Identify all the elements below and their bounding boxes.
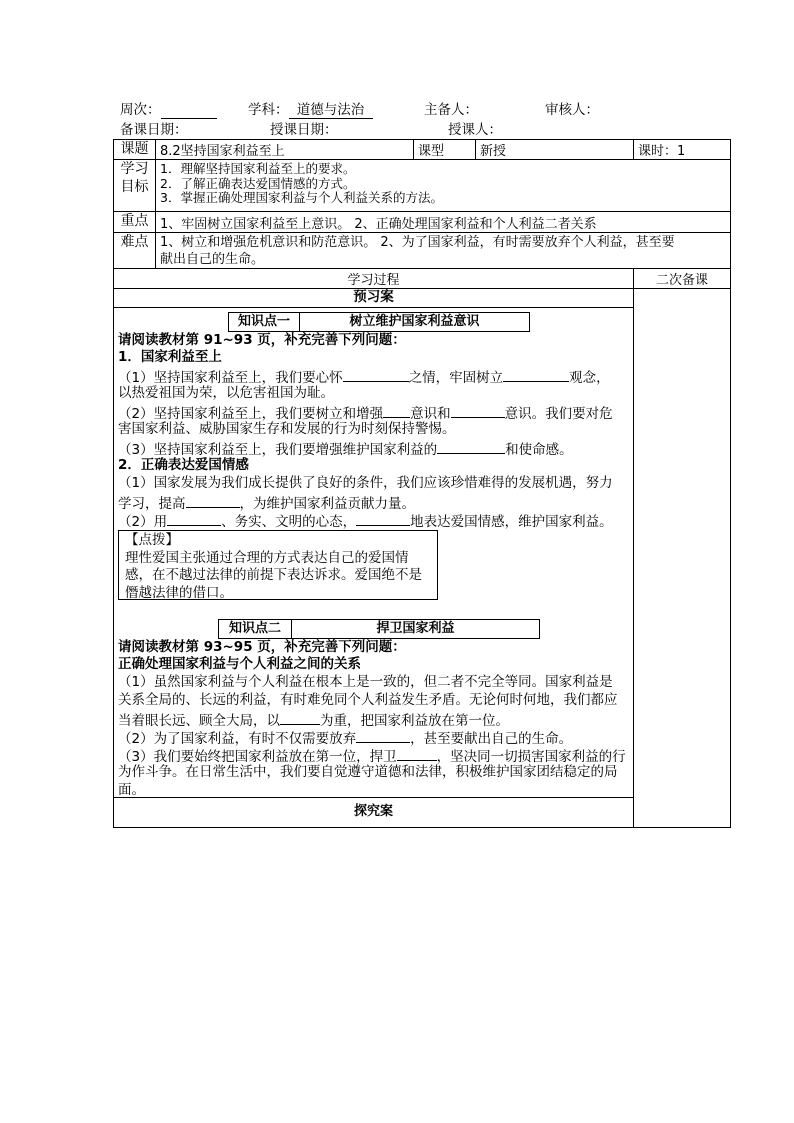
week-blank (161, 103, 217, 119)
preview-title: 预习案 (353, 289, 394, 305)
subject-value: 道德与法治 (289, 103, 373, 119)
paragraph: 害国家利益、威胁国家生存和发展的行为时刻保持警惕。 (118, 421, 456, 437)
subject-field (248, 98, 373, 119)
class-hours: 课时：1 (634, 140, 731, 160)
paragraph: 学习，提高 ，为维护国家利益贡献力量。 (118, 493, 629, 514)
paragraph: （1）国家发展为我们成长提供了良好的条件，我们应该珍惜难得的发展机遇，努力 (118, 475, 613, 491)
goal-item: 2．了解正确表达爱国情感的方式。 (160, 175, 356, 191)
paragraph: （2）用 、务实、文明的心态， 地表达爱国情感，维护国家利益。 (118, 511, 629, 532)
paragraph: 以热爱祖国为荣，以危害祖国为耻。 (118, 385, 334, 401)
k1-label: 知识点一 (229, 313, 300, 331)
section-heading-2: 2．正确表达爱国情感 (118, 457, 249, 473)
key-label: 重点 (114, 212, 156, 233)
key-value: 1、牢固树立国家利益至上意识。 2、正确处理国家利益和个人利益二者关系 (156, 212, 731, 233)
goals-list (156, 160, 731, 212)
type-value: 新授 (476, 140, 634, 160)
topic-label: 课题 (114, 140, 156, 160)
teach-date-label: 授课日期： (270, 122, 338, 138)
goal-item: 3．掌握正确处理国家利益与个人利益关系的方法。 (160, 190, 443, 205)
paragraph: （3）坚持国家利益至上，我们要增强维护国家利益的 和使命感。 (118, 439, 629, 460)
difficult-line: 1、树立和增强危机意识和防范意识。 2、为了国家利益，有时需要放弃个人利益，甚至要 (160, 235, 675, 250)
paragraph: 关系全局的、长远的利益，有时难免同个人利益发生矛盾。无论何时何地，我们都应 (118, 692, 618, 708)
subject-label: 学科： (248, 102, 289, 118)
tip-box (118, 530, 438, 600)
paragraph: （2）为了国家利益，有时不仅需要放弃 ，甚至要献出自己的生命。 (118, 728, 629, 749)
process-content (114, 289, 634, 798)
second-prep-title: 二次备课 (634, 269, 731, 289)
teacher-label: 授课人： (448, 122, 502, 138)
k2-label: 知识点二 (219, 620, 292, 638)
paragraph: （1）坚持国家利益至上，我们要心怀 之情，牢固树立 观念， (118, 367, 629, 388)
difficult-value (156, 233, 731, 269)
explore-title: 探究案 (114, 798, 634, 828)
tip-title: 【点拨】 (125, 532, 179, 548)
difficult-label: 难点 (114, 233, 156, 269)
prep-date-label: 备课日期： (120, 122, 188, 138)
knowledge-point-1 (228, 312, 530, 332)
paragraph: （1）虽然国家利益与个人利益在根本上是一致的，但二者不完全等同。国家利益是 (118, 674, 613, 690)
reviewer-label: 审核人： (545, 102, 599, 118)
goals-label (114, 160, 156, 212)
week-field (120, 98, 217, 119)
goals-label-line: 学习 (120, 161, 149, 177)
paragraph: 当着眼长远、顾全大局，以 为重，把国家利益放在第一位。 (118, 710, 629, 731)
lesson-plan-table (113, 139, 731, 828)
preparer-label: 主备人： (424, 102, 478, 118)
section-heading-3: 正确处理国家利益与个人利益之间的关系 (118, 656, 361, 672)
paragraph: 面。 (118, 782, 145, 798)
goal-item: 1．理解坚持国家利益至上的要求。 (160, 161, 356, 176)
read-instruction-1: 请阅读教材第 91~93 页，补充完善下列问题： (118, 332, 406, 348)
paragraph: 为作斗争。在日常生活中，我们要自觉遵守道德和法律，积极维护国家团结稳定的局 (118, 764, 618, 780)
week-label: 周次： (120, 102, 161, 118)
process-title: 学习过程 (114, 269, 634, 289)
read-instruction-2: 请阅读教材第 93~95 页，补充完善下列问题： (118, 639, 406, 655)
k2-title: 捍卫国家利益 (376, 621, 455, 636)
paragraph: （3）我们要始终把国家利益放在第一位，捍卫 ，坚决同一切损害国家利益的行 (118, 746, 629, 767)
tip-line: 理性爱国主张通过合理的方式表达自己的爱国情 (125, 549, 409, 566)
knowledge-point-2 (218, 619, 540, 639)
type-label: 课型 (414, 140, 476, 160)
tip-line: 感，在不越过法律的前提下表达诉求。爱国绝不是 (125, 567, 422, 583)
tip-line: 僭越法律的借口。 (125, 584, 233, 601)
paragraph: （2）坚持国家利益至上，我们要树立和增强 意识和 意识。我们要对危 (118, 403, 629, 424)
topic-value: 8.2坚持国家利益至上 (156, 140, 414, 160)
goals-label-line: 目标 (120, 179, 149, 195)
second-prep-column (634, 289, 731, 828)
difficult-line: 献出自己的生命。 (160, 252, 265, 267)
section-heading-1: 1．国家利益至上 (118, 349, 222, 365)
k1-title: 树立维护国家利益意识 (349, 314, 480, 329)
